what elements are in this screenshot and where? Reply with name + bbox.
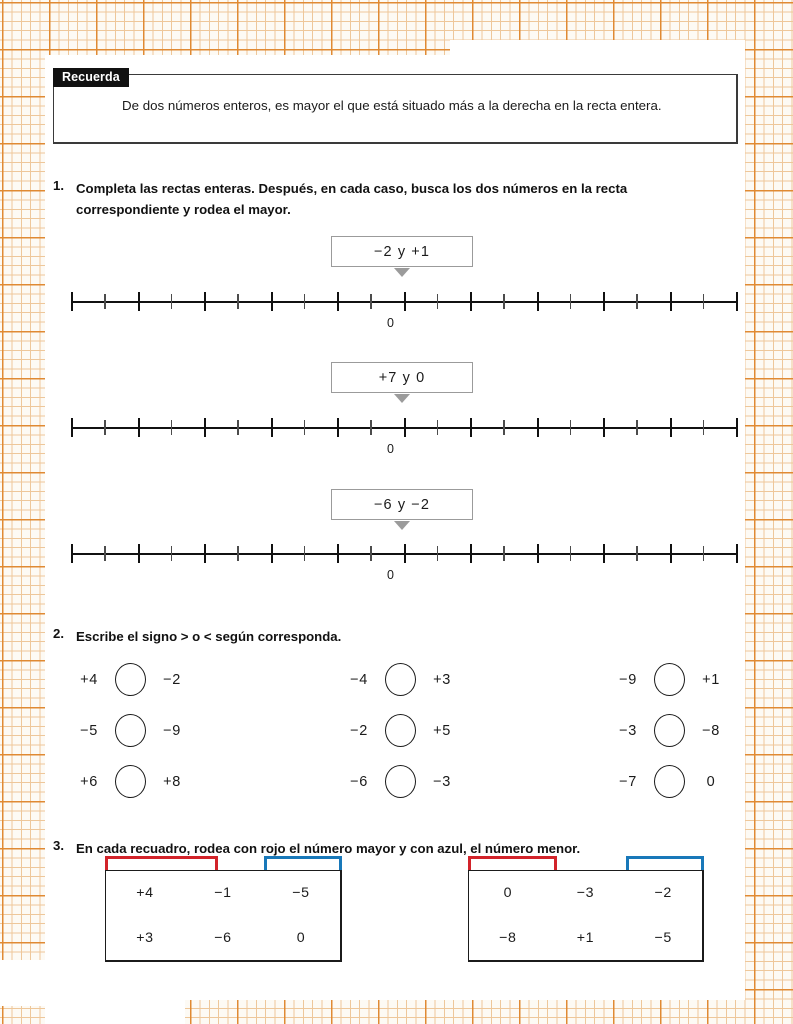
number-line-1-tick [204,292,206,311]
number-line-3-axis[interactable] [71,553,736,555]
exercise-1-number: 1. [53,178,64,193]
comparison-left-number: −7 [619,773,637,790]
paper-edge-bottom [45,985,185,1024]
number-line-2-tick [470,418,472,437]
number-line-3-pair-label: −6 y −2 [331,489,473,520]
number-line-2-zero-label: 0 [387,442,394,456]
number-line-1-tick [437,294,438,309]
comparison-sign-circle[interactable] [115,714,146,747]
number-line-3-tick [104,546,105,561]
number-line-2-tick [570,420,571,435]
number-line-2-tick [736,418,738,437]
comparison-right-number: +1 [702,671,720,688]
number-line-2-tick [670,418,672,437]
comparison-right-number: −2 [163,671,181,688]
comparison-item [344,765,457,798]
number-line-2-tick [503,420,504,435]
number-box-1-grid [106,871,340,960]
number-line-2-pointer-icon [394,394,410,403]
number-line-2-tick [703,420,704,435]
number-line-1-zero-label: 0 [387,316,394,330]
comparison-sign-circle[interactable] [115,765,146,798]
number-line-3-tick [304,546,305,561]
comparison-item [613,765,726,798]
paper-edge-top-right [450,40,745,60]
comparison-item [74,663,187,696]
comparison-left-number: −2 [350,722,368,739]
recuerda-tag-label: Recuerda [53,68,129,87]
number-line-2-tick [304,420,305,435]
comparison-left-number: −4 [350,671,368,688]
number-line-3-tick [171,546,172,561]
number-line-1-tick [404,292,406,311]
number-line-3-tick [337,544,339,563]
comparison-item [344,663,457,696]
comparison-item [613,663,726,696]
number-line-2-tick [104,420,105,435]
number-box-2-cell[interactable]: 0 [503,885,513,902]
number-box-1-cell[interactable]: −5 [292,885,310,902]
number-line-1-tick [304,294,305,309]
number-line-2-tick [204,418,206,437]
comparison-sign-circle[interactable] [654,714,685,747]
exercise-2-number: 2. [53,626,64,641]
number-line-3-tick [537,544,539,563]
number-line-1-pointer-icon [394,268,410,277]
number-line-2-tick [404,418,406,437]
number-line-2-tick [636,420,637,435]
number-box-1-cell[interactable]: +3 [136,929,154,946]
number-line-1-tick [337,292,339,311]
number-line-3-tick [271,544,273,563]
number-line-2-tick [171,420,172,435]
number-box-1-cell[interactable]: 0 [296,929,306,946]
comparison-left-number: −6 [350,773,368,790]
number-line-1-tick [171,294,172,309]
comparison-sign-circle[interactable] [385,714,416,747]
number-line-3-tick [636,546,637,561]
number-box-2-grid [469,871,702,960]
exercise-3-number: 3. [53,838,64,853]
number-line-1-tick [104,294,105,309]
number-line-1-tick [537,292,539,311]
comparison-left-number: −5 [80,722,98,739]
number-line-3-pointer-icon [394,521,410,530]
number-line-1-tick [736,292,738,311]
number-box-2-cell[interactable]: +1 [576,929,595,946]
number-line-2-tick [603,418,605,437]
number-line-1-tick [470,292,472,311]
number-line-3-zero-label: 0 [387,568,394,582]
comparison-sign-circle[interactable] [385,765,416,798]
recuerda-body-text: De dos números enteros, es mayor el que está situado más a la derecha en la recta entera. [122,98,662,113]
number-line-3-tick [736,544,738,563]
number-line-3-tick [570,546,571,561]
comparison-right-number: −8 [702,722,720,739]
number-line-1-pair-label: −2 y +1 [331,236,473,267]
number-line-2-tick [71,418,73,437]
number-line-1-tick [138,292,140,311]
number-line-3-tick [404,544,406,563]
number-line-1-tick [603,292,605,311]
comparison-left-number: +4 [80,671,98,688]
number-line-2-tick [337,418,339,437]
exercise-2-instructions: Escribe el signo > o < según corresponda. [76,629,342,644]
number-box-1-cell[interactable]: +4 [136,885,154,902]
comparison-item [344,714,457,747]
number-box-2 [468,870,704,962]
number-line-1-tick [636,294,637,309]
comparison-sign-circle[interactable] [654,663,685,696]
comparison-left-number: +6 [80,773,98,790]
number-line-2-tick [437,420,438,435]
number-line-2-tick [237,420,238,435]
number-box-2-cell[interactable]: −8 [499,929,517,946]
number-line-1-tick [503,294,504,309]
comparison-left-number: −3 [619,722,637,739]
comparison-item [74,765,187,798]
number-line-2-pair-label: +7 y 0 [331,362,473,393]
number-line-1-tick [703,294,704,309]
number-box-1 [105,870,342,962]
exercise-1-instructions: Completa las rectas enteras. Después, en cada caso, busca los dos números en la recta correspondiente y rodea el mayor. [76,181,628,218]
number-line-1-tick [570,294,571,309]
number-line-3-tick [470,544,472,563]
comparison-sign-circle[interactable] [654,765,685,798]
comparison-left-number: −9 [619,671,637,688]
number-line-2-tick [370,420,371,435]
comparison-item [613,714,726,747]
number-line-1-tick [237,294,238,309]
number-line-1-tick [370,294,371,309]
number-line-3-tick [138,544,140,563]
comparison-right-number: 0 [706,773,716,790]
number-line-3-tick [437,546,438,561]
comparison-sign-circle[interactable] [115,663,146,696]
number-line-3-tick [703,546,704,561]
number-line-2-tick [537,418,539,437]
number-line-3-tick [204,544,206,563]
comparison-item [74,714,187,747]
number-box-2-cell[interactable]: −5 [654,929,672,946]
number-line-1-tick [71,292,73,311]
comparison-right-number: +5 [433,722,451,739]
number-line-2-tick [271,418,273,437]
number-line-3-tick [670,544,672,563]
number-line-3-tick [71,544,73,563]
number-line-3-tick [503,546,504,561]
exercise-3-instructions: En cada recuadro, rodea con rojo el número mayor y con azul, el número menor. [76,841,581,856]
number-box-1-cell[interactable]: −1 [214,885,232,902]
number-line-3-tick [603,544,605,563]
number-line-1-axis[interactable] [71,301,736,303]
comparison-sign-circle[interactable] [385,663,416,696]
comparison-right-number: +8 [163,773,181,790]
comparison-right-number: −9 [163,722,181,739]
number-line-1-tick [271,292,273,311]
number-line-3-tick [237,546,238,561]
number-line-1-tick [670,292,672,311]
comparison-right-number: +3 [433,671,451,688]
number-line-2-tick [138,418,140,437]
number-box-1-cell[interactable]: −6 [214,929,232,946]
number-line-2-axis[interactable] [71,427,736,429]
comparison-right-number: −3 [433,773,451,790]
number-line-3-tick [370,546,371,561]
number-box-2-cell[interactable]: −2 [654,885,672,902]
number-box-2-cell[interactable]: −3 [576,885,595,902]
